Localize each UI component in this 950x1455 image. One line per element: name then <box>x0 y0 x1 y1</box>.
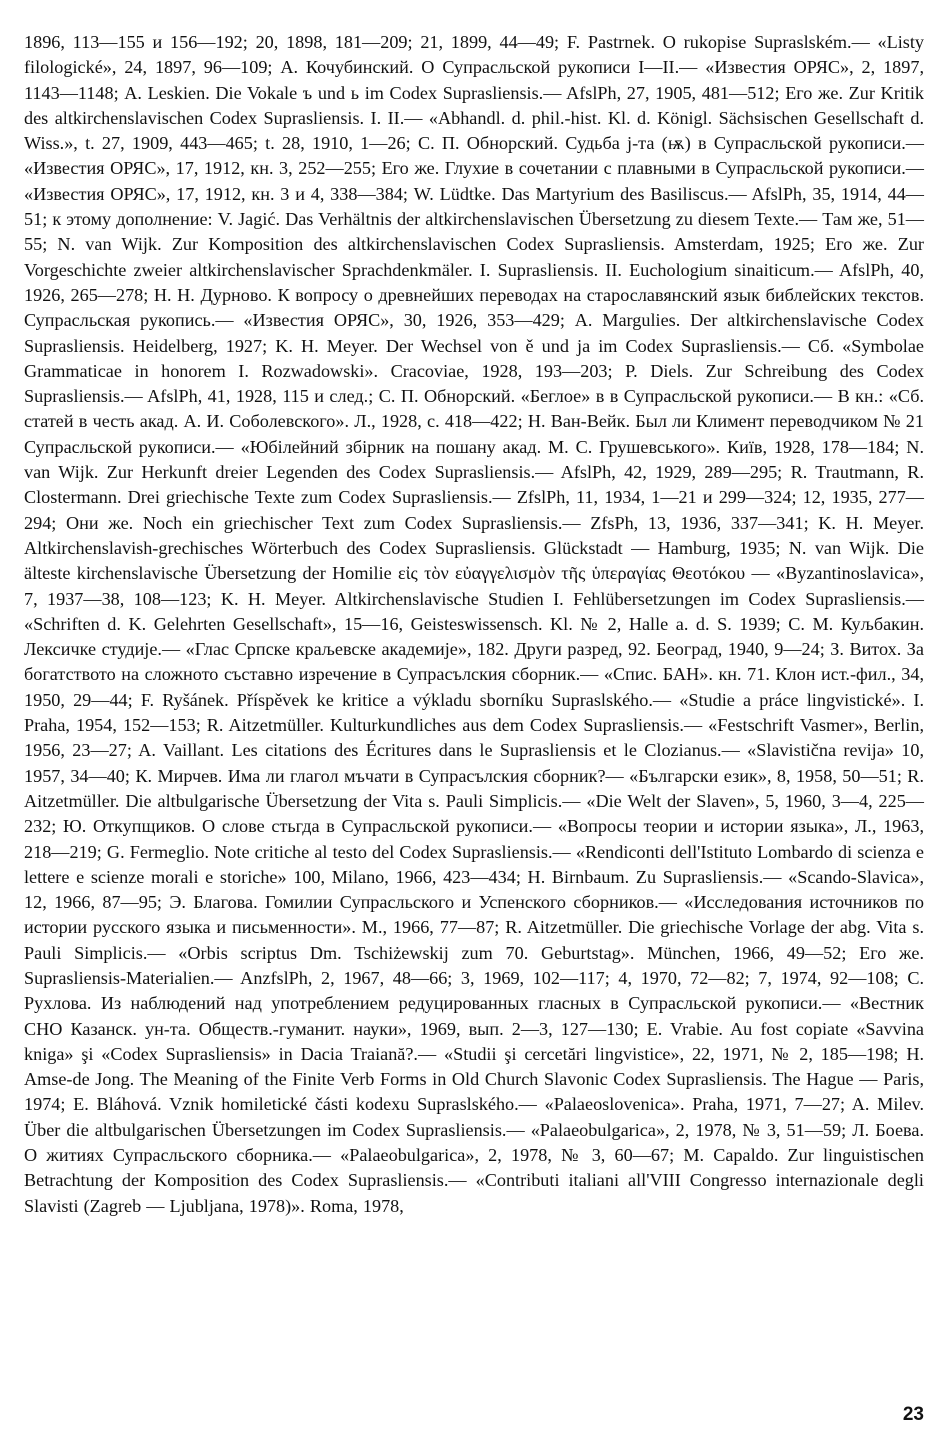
page-number: 23 <box>902 1404 924 1425</box>
bibliography-paragraph: 1896, 113—155 и 156—192; 20, 1898, 181—209; 21, 1899, 44—49; F. Pastrnek. O rukopise Supraslském.— «Listy filologické», 24, 1897, 96—109; А. Кочубинский. О Супрасльской рукописи I—II.— «Известия ОРЯС», 2, 1897, 1143—1148; A. Leskien. Die Vokale ъ und ь im Codex Suprasliensis.— AfslPh, 27, 1905, 481—512; Его же. Zur Kritik des altkirchenslavischen Codex Suprasliensis. I. II.— «Abhandl. d. phil.-hist. Kl. d. Königl. Sächsischen Gesellschaft d. Wiss.», t. 27, 1909, 443—465; t. 28, 1910, 1—26; С. П. Обнорский. Судьба j-та (ѭ) в Супрасльской рукописи.— «Известия ОРЯС», 17, 1912, кн. 3, 252—255; Его же. Глухие в сочетании с плавными в Супрасльской рукописи.— «Известия ОРЯС», 17, 1912, кн. 3 и 4, 338—384; W. Lüdtke. Das Martyrium des Basiliscus.— AfslPh, 35, 1914, 44—51; к этому дополнение: V. Jagić. Das Verhältnis der altkirchenslavischen Übersetzung zu diesem Texte.— Там же, 51—55; N. van Wijk. Zur Komposition des altkirchenslavischen Codex Suprasliensis. Amsterdam, 1925; Его же. Zur Vorgeschichte zweier altkirchenslavischer Sprachdenkmäler. I. Suprasliensis. II. Euchologium sinaiticum.— AfslPh, 40, 1926, 265—278; Н. Н. Дурново. К вопросу о древнейших переводах на старославянский язык библейских текстов. Супрасльская рукопись.— «Известия ОРЯС», 30, 1926, 353—429; A. Margulies. Der altkirchenslavische Codex Suprasliensis. Heidelberg, 1927; K. H. Meyer. Der Wechsel von ě und ja im Codex Suprasliensis.— Сб. «Symbolae Grammaticae in honorem I. Rozwadowski». Cracoviae, 1928, 193—203; P. Diels. Zur Schreibung des Codex Suprasliensis.— AfslPh, 41, 1928, 115 и след.; С. П. Обнорский. «Беглое» в в Супрасльской рукописи.— В кн.: «Сб. статей в честь акад. А. И. Соболевского». Л., 1928, с. 418—422; Н. Ван-Вейк. Был ли Климент переводчиком № 21 Супрасльской рукописи.— «Юбілейний збірник на пошану акад. М. С. Грушевського». Київ, 1928, 178—184; N. van Wijk. Zur Herkunft dreier Legenden des Codex Suprasliensis.— AfslPh, 42, 1929, 289—295; R. Trautmann, R. Clostermann. Drei griechische Texte zum Codex Suprasliensis.— ZfslPh, 11, 1934, 1—21 и 299—324; 12, 1935, 277—294; Они же. Noch ein griechischer Text zum Codex Suprasliensis.— ZfsPh, 13, 1936, 337—341; K. H. Meyer. Altkirchenslavish-grechisches Wörterbuch des Codex Suprasliensis. Glückstadt — Hamburg, 1935; N. van Wijk. Die älteste kirchenslavische Übersetzung der Homilie εἰς τὸν εὐαγγελισμὸν τῆς ὑπεραγίας Θεοτόκου — «Byzantinoslavica», 7, 1937—38, 108—123; K. H. Meyer. Altkirchenslavische Studien I. Fehlübersetzungen im Codex Suprasliensis.— «Schriften d. K. Gelehrten Gesellschaft», 15—16, Geisteswissensch. Kl. № 2, Halle a. d. S. 1939; С. М. Куљбакин. Лексичке студије.— «Глас Српске краљевске академије», 182. Други разред, 92. Београд, 1940, 9—24; З. Витох. За богатството на сложното съставно изречение в Супрасълския сборник.— «Спис. БАН». кн. 71. Клон ист.-фил., 34, 1950, 29—44; F. Ryšánek. Příspěvek ke kritice a výkladu sborníku Supraslského.— «Studie a práce lingvistické». I. Praha, 1954, 152—153; R. Aitzetmüller. Kulturkundliches aus dem Codex Suprasliensis.— «Festschrift Vasmer», Berlin, 1956, 23—27; A. Vaillant. Les citations des Écritures dans le Suprasliensis et le Clozianus.— «Slavistična revija» 10, 1957, 34—40; К. Мирчев. Има ли глагол мъчати в Супрасълския сборник?— «Български език», 8, 1958, 50—51; R. Aitzetmüller. Die altbulgarische Übersetzung der Vita s. Pauli Simplicis.— «Die Welt der Slaven», 5, 1960, 3—4, 225—232; Ю. Откупщиков. О слове стьгда в Супрасльской рукописи.— «Вопросы теории и истории языка», Л., 1963, 218—219; G. Fermeglio. Note critiche al testo del Codex Suprasliensis.— «Rendiconti dell'Istituto Lombardo di scienza e lettere e scienze morali e storiche» 100, Milano, 1966, 423—434; H. Birnbaum. Zu Suprasliensis.— «Scando-Slavica», 12, 1966, 87—95; Э. Благова. Гомилии Супрасльского и Успенского сборников.— «Исследования источников по истории русского языка и письменности». М., 1966, 77—87; R. Aitzetmüller. Die griechische Vorlage der abg. Vita s. Pauli Simplicis.— «Orbis scriptus Dm. Tschiżewskij zum 70. Geburtstag». München, 1966, 49—52; Его же. Suprasliensis-Materialien.— AnzfslPh, 2, 1967, 48—66; 3, 1969, 102—117; 4, 1970, 72—82; 7, 1974, 92—108; С. Рухлова. Из наблюдений над употреблением редуцированных гласных в Супрасльской рукописи.— «Вестник СНО Казанск. ун-та. Обществ.-гуманит. науки», 1969, вып. 2—3, 127—130; E. Vrabie. Au fost copiate «Savvina kniga» şi «Codex Suprasliensis» in Dacia Traiană?.— «Studii şi cercetări lingvistice», 22, 1971, № 2, 185—198; H. Amse-de Jong. The Meaning of the Finite Verb Forms in Old Church Slavonic Codex Suprasliensis. The Hague — Paris, 1974; E. Bláhová. Vznik homiletické části kodexu Supraslského.— «Palaeoslovenica». Praha, 1971, 7—27; A. Milev. Über die altbulgarischen Übersetzungen im Codex Suprasliensis.— «Palaeobulgarica», 2, 1978, № 3, 51—59; Л. Боева. О житиях Супрасльского сборника.— «Palaeobulgarica», 2, 1978, № 3, 60—67; M. Capaldo. Zur linguistischen Betrachtung der Komposition des Codex Suprasliensis.— «Contributi italiani all'VIII Congresso internazionale degli Slavisti (Zagreb — Ljubljana, 1978)». Roma, 1978, <box>24 32 924 1216</box>
bibliography-block <box>24 30 924 1219</box>
